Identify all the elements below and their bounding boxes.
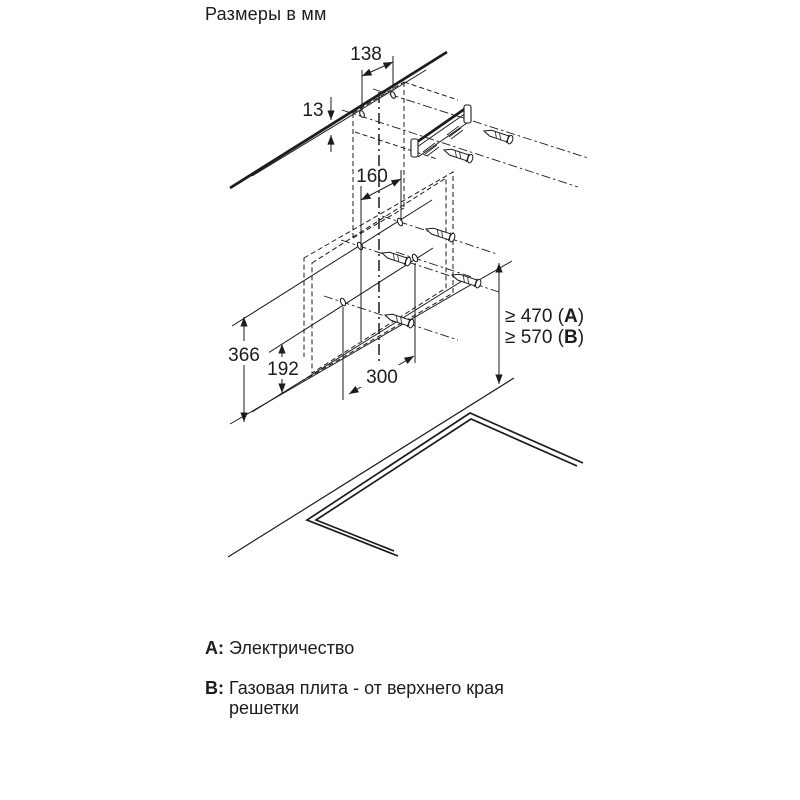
legend-text-b-line1: Газовая плита - от верхнего края	[229, 678, 504, 698]
screw	[443, 146, 474, 164]
screw	[381, 249, 412, 267]
legend	[205, 638, 504, 738]
legend-text-b-line2: решетки	[229, 698, 300, 718]
dim-label-192: 192	[267, 359, 299, 380]
legend-key-b: B:	[205, 678, 224, 698]
page-title: Размеры в мм	[205, 4, 327, 24]
screw	[483, 127, 514, 145]
screw	[425, 225, 456, 243]
dim-label-138: 138	[350, 44, 382, 65]
legend-text-a: Электричество	[229, 638, 355, 658]
clearance-label-a: ≥ 470 (A)	[505, 306, 585, 327]
clearance-label-b: ≥ 570 (B)	[505, 327, 585, 348]
dim-label-300: 300	[366, 367, 398, 388]
legend-key-a: A:	[205, 638, 224, 658]
screw	[451, 271, 482, 289]
dim-label-13: 13	[302, 100, 324, 121]
legend-row-a	[205, 638, 504, 658]
dimension-13	[302, 97, 331, 152]
cooktop-outline	[307, 413, 583, 556]
dim-label-366: 366	[228, 345, 260, 366]
dimension-clearance	[499, 263, 584, 384]
dim-label-160: 160	[356, 166, 388, 187]
legend-row-b	[205, 678, 504, 718]
screw-axis-lines	[324, 89, 588, 340]
wall-line	[230, 52, 447, 188]
